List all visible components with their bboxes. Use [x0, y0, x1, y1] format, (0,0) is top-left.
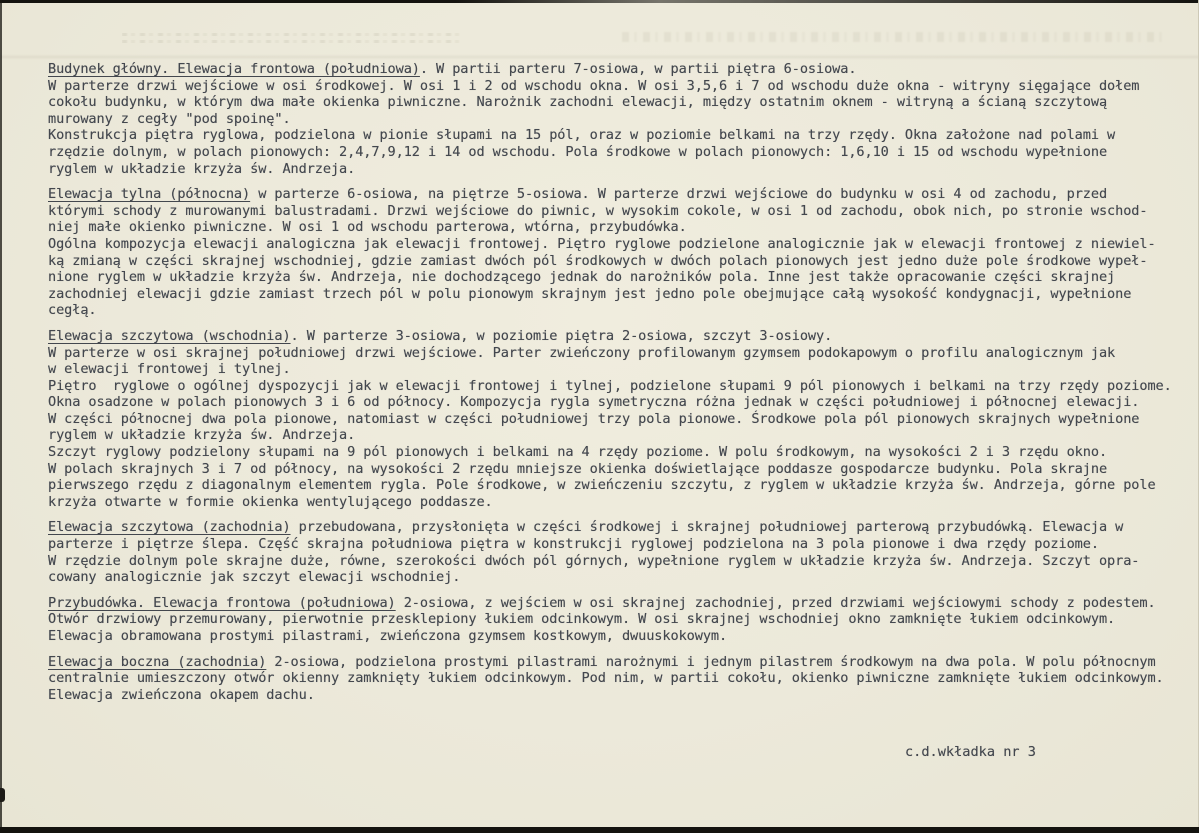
text-line [48, 536, 1189, 553]
paper-streak [0, 56, 1199, 58]
text-line [48, 378, 1189, 395]
section-heading: Elewacja szczytowa (zachodnia) [48, 519, 291, 536]
text-run: centralnie umieszczony otwór okienny zamknięty łukiem odcinkowym. Pod nim, w partii cokołu, okienko piwniczne zamknięte łukiem odcinkowym. [48, 670, 1164, 687]
text-line [48, 269, 1189, 286]
text-run: parterze i piętrze ślepa. Część skrajna południowa piętra w konstrukcji ryglowej podzielona na 3 pola pionowe i dwa rzędy poziome. [48, 536, 1099, 553]
text-line [48, 286, 1189, 303]
text-line [48, 628, 1189, 645]
text-run: Elewacja obramowana prostymi pilastrami, zwieńczona gzymsem kostkowym, dwuuskokowym. [48, 628, 728, 644]
text-line [48, 444, 1189, 461]
text-run: . W partii parteru 7-osiowa, w partii piętra 6-osiowa. [419, 61, 857, 77]
text-run: Ogólna kompozycja elewacji analogiczna jak elewacji frontowej. Piętro ryglowe podzielone analogicznie jak w elewacji frontowej z niewiel- [48, 235, 1156, 252]
paragraph [48, 654, 1189, 704]
scan-edge-bottom [0, 827, 1199, 833]
text-line [48, 61, 1189, 78]
text-run: Okna osadzone w polach pionowych 3 i 6 od północy. Kompozycja rygla symetryczna różna jednak w części południowej i północnej elewacji. [48, 394, 1140, 411]
document-body [48, 61, 1189, 712]
text-line [48, 127, 1189, 144]
text-line [48, 328, 1189, 345]
text-run: 2-osiowa, podzielona prostymi pilastrami narożnymi i jednym pilastrem środkowym na dwa pola. W polu północnym [266, 653, 1156, 670]
text-run: W parterze w osi skrajnej południowej drzwi wejściowe. Parter zwieńczony profilowanym gzymsem podokapowym o profilu analogicznym jak [48, 344, 1116, 361]
text-line [48, 411, 1189, 428]
text-run: w elewacji frontowej i tylnej. [48, 361, 291, 378]
section-heading: Elewacja boczna (zachodnia) [48, 653, 267, 670]
faded-imprint-left [122, 30, 462, 46]
text-run: Szczyt ryglowy podzielony słupami na 9 pól pionowych i belkami na 4 rzędy poziome. W polu środkowym, na wysokości 2 i 3 rzędu okno. [48, 444, 1108, 461]
text-line [48, 302, 1189, 319]
text-run: ryglem w układzie krzyża św. Andrzeja. [48, 427, 356, 444]
text-run: nione ryglem w układzie krzyża św. Andrzeja, nie dochodzącego jednak do narożników pola. Inne jest także opracowanie części skrajnej [48, 269, 1116, 286]
text-line [48, 78, 1189, 95]
section-heading: Elewacja szczytowa (wschodnia) [48, 327, 291, 344]
text-line [48, 569, 1189, 586]
text-line [48, 461, 1189, 478]
paragraph [48, 186, 1189, 319]
text-line [48, 611, 1189, 628]
paragraph [48, 595, 1189, 645]
text-run: przebudowana, przysłonięta w części środkowej i skrajnej południowej parterową przybudówką. Elewacja w [290, 519, 1124, 536]
text-run: niej małe okienko piwniczne. W osi 1 od wschodu parterowa, wtórna, przybudówka. [48, 219, 687, 236]
text-run: Konstrukcja piętra ryglowa, podzielona w pionie słupami na 15 pól, oraz w poziomie belkami na trzy rzędy. Okna założone nad polami w [48, 127, 1116, 144]
text-line [48, 345, 1189, 362]
paragraph [48, 61, 1189, 177]
paragraph [48, 519, 1189, 585]
text-run: Piętro ryglowe o ogólnej dyspozycji jak w elewacji frontowej i tylnej, podzielone słupami 9 pól pionowych i belkami na trzy rzędy poziome. [48, 377, 1172, 394]
text-line [48, 394, 1189, 411]
text-line [48, 203, 1189, 220]
text-line [48, 111, 1189, 128]
text-line [48, 219, 1189, 236]
section-heading: Przybudówka. Elewacja frontowa (południowa) [48, 594, 396, 611]
text-run: Otwór drzwiowy przemurowany, pierwotnie przesklepiony łukiem odcinkowym. W osi skrajnej wschodniej okno zamknięte łukiem odcinkowym. [48, 611, 1116, 628]
section-heading: Elewacja tylna (północna) [48, 186, 251, 203]
text-run: murowany z cegły "pod spoinę". [48, 110, 291, 127]
text-line [48, 361, 1189, 378]
text-run: . W parterze 3-osiowa, w poziomie piętra 2-osiowa, szczyt 3-osiowy. [290, 327, 833, 344]
text-line [48, 687, 1189, 704]
section-heading: Budynek główny. Elewacja frontowa (południowa) [48, 61, 420, 77]
text-run: 2-osiowa, z wejściem w osi skrajnej zachodniej, przed drzwiami wejściowymi schody z podestem. [395, 594, 1156, 611]
scan-edge-notch [0, 788, 5, 802]
text-run: rzędzie dolnym, w polach pionowych: 2,4,7,9,12 i 14 od wschodu. Pola środkowe w polach pionowych: 1,6,10 i 15 od wschodu wypełnione [48, 143, 1108, 160]
text-run: pierwszego rzędu z diagonalnym elementem rygla. Pole środkowe, w zwieńczeniu szczytu, z ryglem w układzie krzyża św. Andrzeja, górne pole [48, 477, 1156, 494]
scan-edge-top [0, 0, 1199, 3]
text-run: W rzędzie dolnym pole skrajne duże, równe, szerokości dwóch pól górnych, wypełnione ryglem w układzie krzyża św. Andrzeja. Szczyt opra- [48, 552, 1140, 569]
paragraph [48, 328, 1189, 511]
text-line [48, 236, 1189, 253]
scan-edge-left [0, 0, 2, 833]
text-run: W części północnej dwa pola pionowe, natomiast w części południowej trzy pola pionowe. Środkowe pola pól pionowych skrajnych wypełnione [48, 410, 1140, 427]
text-run: W parterze drzwi wejściowe w osi środkowej. W osi 1 i 2 od wschodu okna. W osi 3,5,6 i 7 od wschodu duże okna - witryny sięgające dołem [48, 77, 1140, 94]
text-line [48, 144, 1189, 161]
text-line [48, 427, 1189, 444]
text-run: zachodniej elewacji gdzie zamiast trzech pól w polu pionowym skrajnym jest jedno pole obejmujące całą wysokość kondygnacji, wypełnione [48, 285, 1132, 302]
text-line [48, 654, 1189, 671]
text-run: W polach skrajnych 3 i 7 od północy, na wysokości 2 rzędu mniejsze okienka doświetlające poddasze gospodarcze budynku. Pola skrajne [48, 460, 1108, 477]
text-line [48, 94, 1189, 111]
faded-imprint-right [622, 32, 1167, 42]
text-line [48, 161, 1189, 178]
text-run: ryglem w układzie krzyża św. Andrzeja. [48, 160, 356, 177]
text-run: Elewacja zwieńczona okapem dachu. [48, 686, 315, 703]
continuation-note: c.d.wkładka nr 3 [905, 744, 1036, 760]
text-line [48, 477, 1189, 494]
text-run: krzyża otwarte w formie okienka wentylującego poddasze. [48, 493, 493, 510]
text-run: cegłą. [48, 302, 97, 319]
text-line [48, 670, 1189, 687]
text-line [48, 494, 1189, 511]
text-line [48, 553, 1189, 570]
text-line [48, 253, 1189, 270]
text-line [48, 595, 1189, 612]
text-run: w parterze 6-osiowa, na piętrze 5-osiowa. W parterze drzwi wejściowe do budynku w osi 4 od zachodu, przed [250, 186, 1108, 203]
text-run: cowany analogicznie jak szczyt elewacji wschodniej. [48, 569, 461, 586]
text-line [48, 186, 1189, 203]
text-run: ką zmianą w części skrajnej wschodniej, gdzie zamiast dwóch pól środkowych w dwóch polach pionowych jest jedno duże pole środkowe wypeł- [48, 252, 1148, 269]
text-run: cokołu budynku, w którym dwa małe okienka piwniczne. Narożnik zachodni elewacji, między ostatnim oknem - witryną a ścianą szczytową [48, 94, 1108, 111]
text-line [48, 519, 1189, 536]
text-run: którymi schody z murowanymi balustradami. Drzwi wejściowe do piwnic, w wysokim cokole, w osi 1 od zachodu, obok nich, po stronie wschod- [48, 202, 1148, 219]
